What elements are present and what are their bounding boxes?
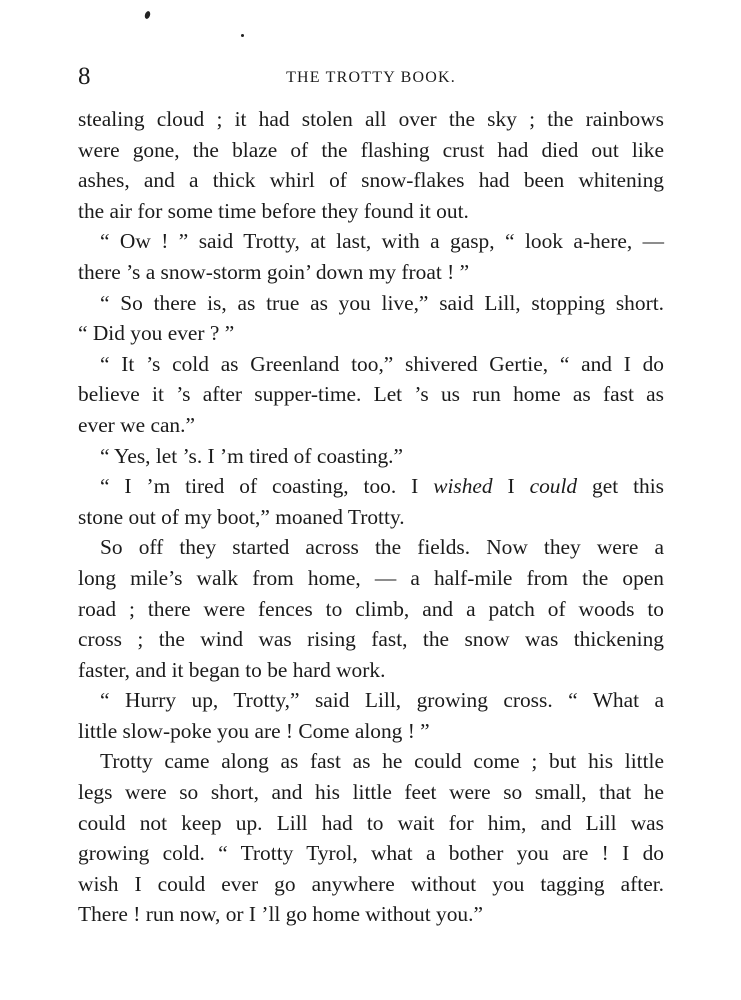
ink-speck	[241, 34, 244, 37]
text-line: stealing cloud ; it had stolen all over the sky ; the rainbows	[78, 107, 664, 131]
text-line: were gone, the blaze of the flashing crust had died out like	[78, 137, 664, 162]
body-text	[78, 104, 664, 930]
text-line-emphasis	[78, 471, 664, 502]
text-line: cross ; the wind was rising fast, the snow was thickening	[78, 627, 664, 652]
text-line: ashes, and a thick whirl of snow-flakes had been whitening	[78, 168, 664, 193]
text-line: stone out of my boot,” moaned Trotty.	[78, 504, 405, 529]
text-line: legs were so short, and his little feet were so small, that he	[78, 780, 664, 805]
text-line: Trotty came along as fast as he could come ; but his little	[100, 749, 664, 774]
text-segment: “ I ’m tired of coasting, too. I	[100, 474, 434, 499]
text-line: could not keep up. Lill had to wait for him, and Lill was	[78, 810, 664, 835]
text-line: there ’s a snow-storm goin’ down my froat ! ”	[78, 259, 470, 284]
text-line: “ So there is, as true as you live,” said Lill, stopping short.	[100, 290, 664, 315]
running-title: THE TROTTY BOOK.	[286, 69, 456, 86]
text-line: long mile’s walk from home, — a half-mile from the open	[78, 565, 664, 590]
text-line: faster, and it began to be hard work.	[78, 657, 386, 682]
text-line: wish I could ever go anywhere without you tagging after.	[78, 871, 664, 896]
emphasis-could: could	[529, 474, 578, 499]
page-number: 8	[78, 63, 91, 90]
text-segment: get this	[577, 474, 664, 499]
text-line: “ It ’s cold as Greenland too,” shivered Gertie, “ and I do	[100, 351, 664, 376]
emphasis-wished: wished	[433, 474, 493, 499]
text-line: “ Did you ever ? ”	[78, 321, 235, 346]
page-header	[78, 62, 664, 92]
text-line: “ Hurry up, Trotty,” said Lill, growing cross. “ What a	[100, 688, 664, 713]
text-line: the air for some time before they found it out.	[78, 198, 469, 223]
text-line: There ! run now, or I ’ll go home without you.”	[78, 902, 483, 927]
text-line: little slow-poke you are ! Come along ! ”	[78, 718, 430, 743]
text-line: growing cold. “ Trotty Tyrol, what a bother you are ! I do	[78, 841, 664, 866]
ink-speck	[144, 10, 151, 19]
text-line: “ Ow ! ” said Trotty, at last, with a gasp, “ look a-here, —	[100, 229, 664, 254]
text-line: ever we can.”	[78, 412, 195, 437]
text-line: believe it ’s after supper-time. Let ’s us run home as fast as	[78, 382, 664, 407]
text-line: So off they started across the fields. Now they were a	[100, 535, 664, 560]
text-segment: I	[492, 474, 530, 499]
text-line: road ; there were fences to climb, and a patch of woods to	[78, 596, 664, 621]
text-line: “ Yes, let ’s. I ’m tired of coasting.”	[100, 443, 403, 468]
